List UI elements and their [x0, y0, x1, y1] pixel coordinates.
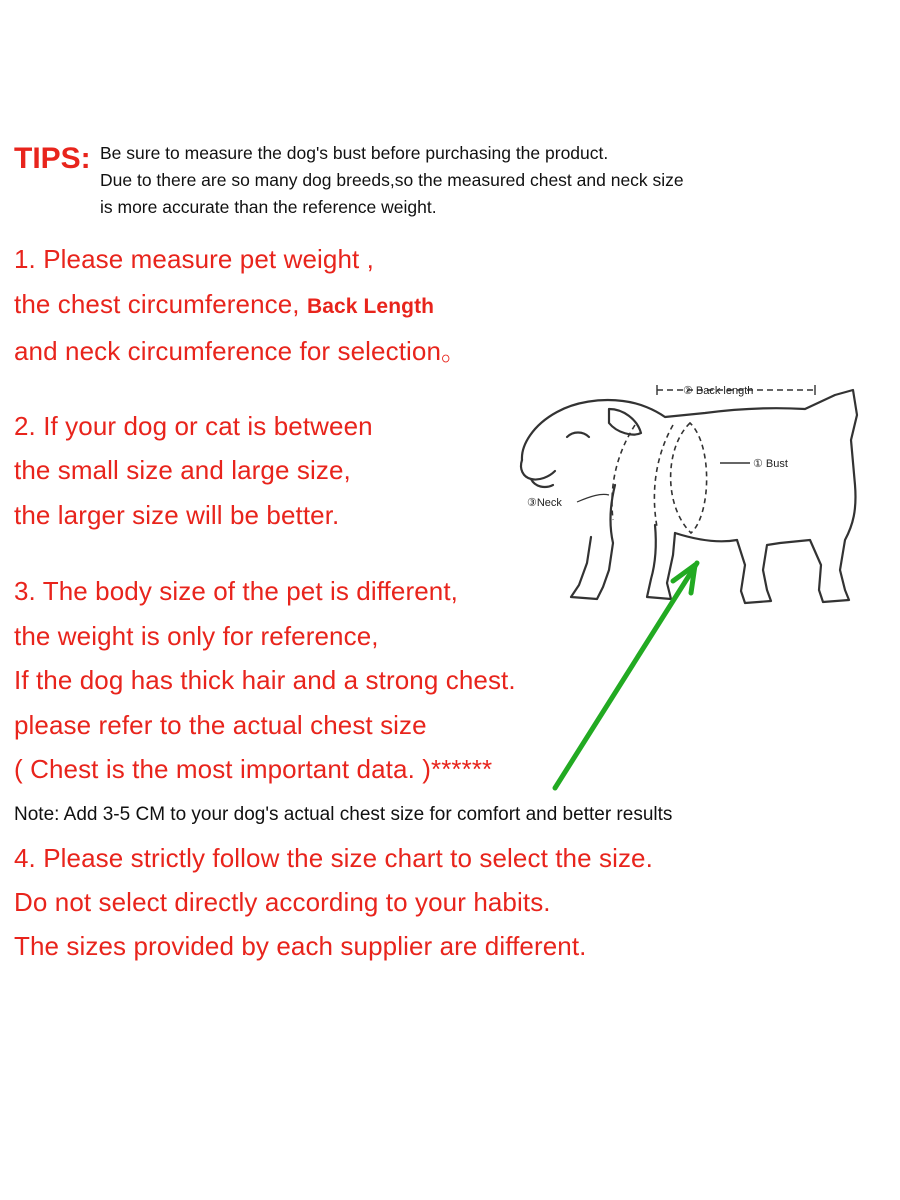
note-line: Note: Add 3-5 CM to your dog's actual chest size for comfort and better results: [14, 803, 673, 825]
tips-lines: [100, 140, 894, 221]
item-2-line-3: the larger size will be better.: [14, 499, 340, 530]
item-1-line-2b: Back Length: [306, 294, 435, 318]
tips-line-1: Be sure to measure the dog's bust before purchasing the product.: [100, 143, 609, 163]
tips-block: [14, 140, 894, 221]
item-3-line-5: ( Chest is the most important data. )******: [14, 754, 493, 784]
item-4-line-3: The sizes provided by each supplier are different.: [14, 930, 587, 961]
item-1: [14, 237, 894, 374]
dog-measurement-diagram: [505, 365, 900, 635]
item-2-line-1: 2. If your dog or cat is between: [14, 410, 373, 441]
neck-label: ③Neck: [527, 497, 562, 509]
back-length-label: ② Back length: [683, 385, 754, 397]
item-1-line-1: 1. Please measure pet weight ,: [14, 244, 374, 274]
tips-line-2: Due to there are so many dog breeds,so the measured chest and neck size: [100, 170, 684, 190]
item-2-line-2: the small size and large size,: [14, 455, 351, 485]
item-4-line-2: Do not select directly according to your habits.: [14, 886, 551, 917]
item-1-line-3: and neck circumference for selection。: [14, 336, 468, 366]
item-3-line-3: If the dog has thick hair and a strong chest.: [14, 665, 516, 695]
tips-label: TIPS:: [14, 142, 91, 175]
bust-label: ① Bust: [753, 458, 788, 470]
item-4: [14, 836, 894, 968]
tips-line-3: is more accurate than the reference weight.: [100, 197, 437, 217]
item-3-line-4: please refer to the actual chest size: [14, 709, 427, 740]
item-3-line-2: the weight is only for reference,: [14, 620, 379, 651]
item-4-line-1: 4. Please strictly follow the size chart to select the size.: [14, 842, 653, 873]
item-1-line-2a: the chest circumference,: [14, 288, 307, 319]
item-1-line-2: [14, 282, 894, 330]
item-3-line-1: 3. The body size of the pet is different,: [14, 576, 458, 606]
